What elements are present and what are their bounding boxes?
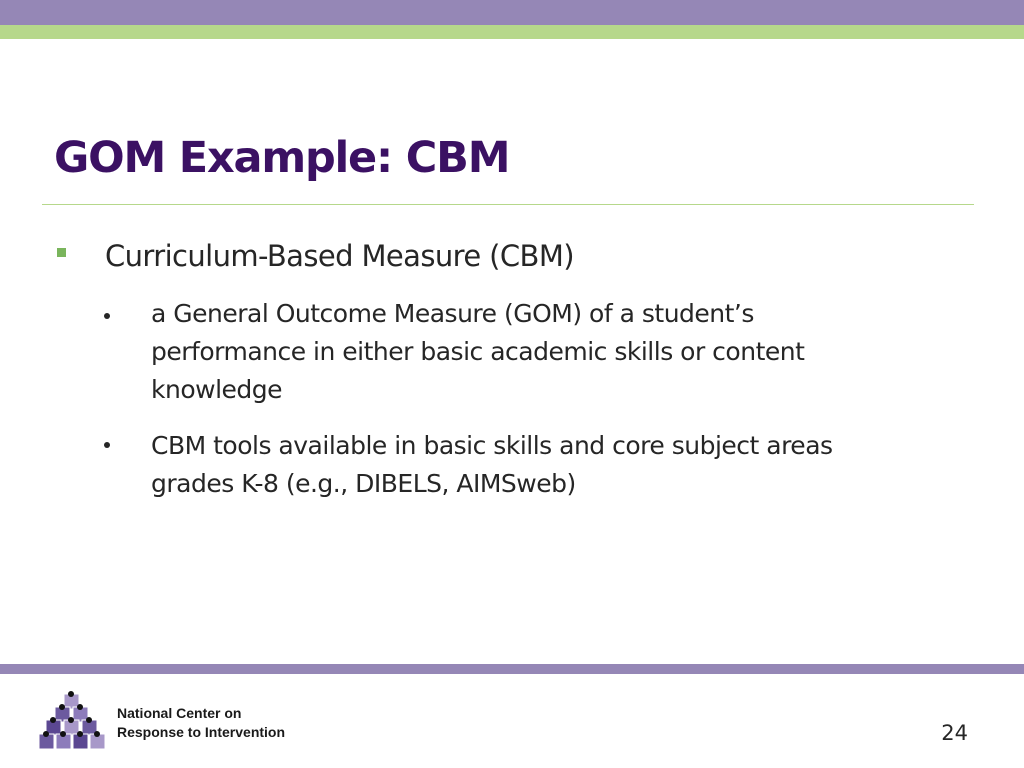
square-bullet-icon [57,248,66,257]
header-band-green [0,25,1024,39]
slide-title: GOM Example: CBM [54,133,510,183]
bullet-main-text: Curriculum-Based Measure (CBM) [105,239,574,273]
org-name-line2: Response to Intervention [117,724,286,740]
stacked-cubes-logo-icon [38,690,106,754]
dot-bullet-icon [104,442,110,448]
organization-name [117,704,285,742]
title-divider [42,204,974,205]
sub-bullet-gom-text: a General Outcome Measure (GOM) of a student’s performance in either basic academic skills or content knowledge [151,299,805,404]
dot-bullet-icon [104,313,110,319]
page-number: 24 [941,721,968,745]
sub-bullet-tools-text: CBM tools available in basic skills and core subject areas grades K-8 (e.g., DIBELS, AIMSweb) [151,431,833,498]
header-band-purple [0,0,1024,25]
org-name-line1: National Center on [117,705,242,721]
footer-band [0,664,1024,674]
